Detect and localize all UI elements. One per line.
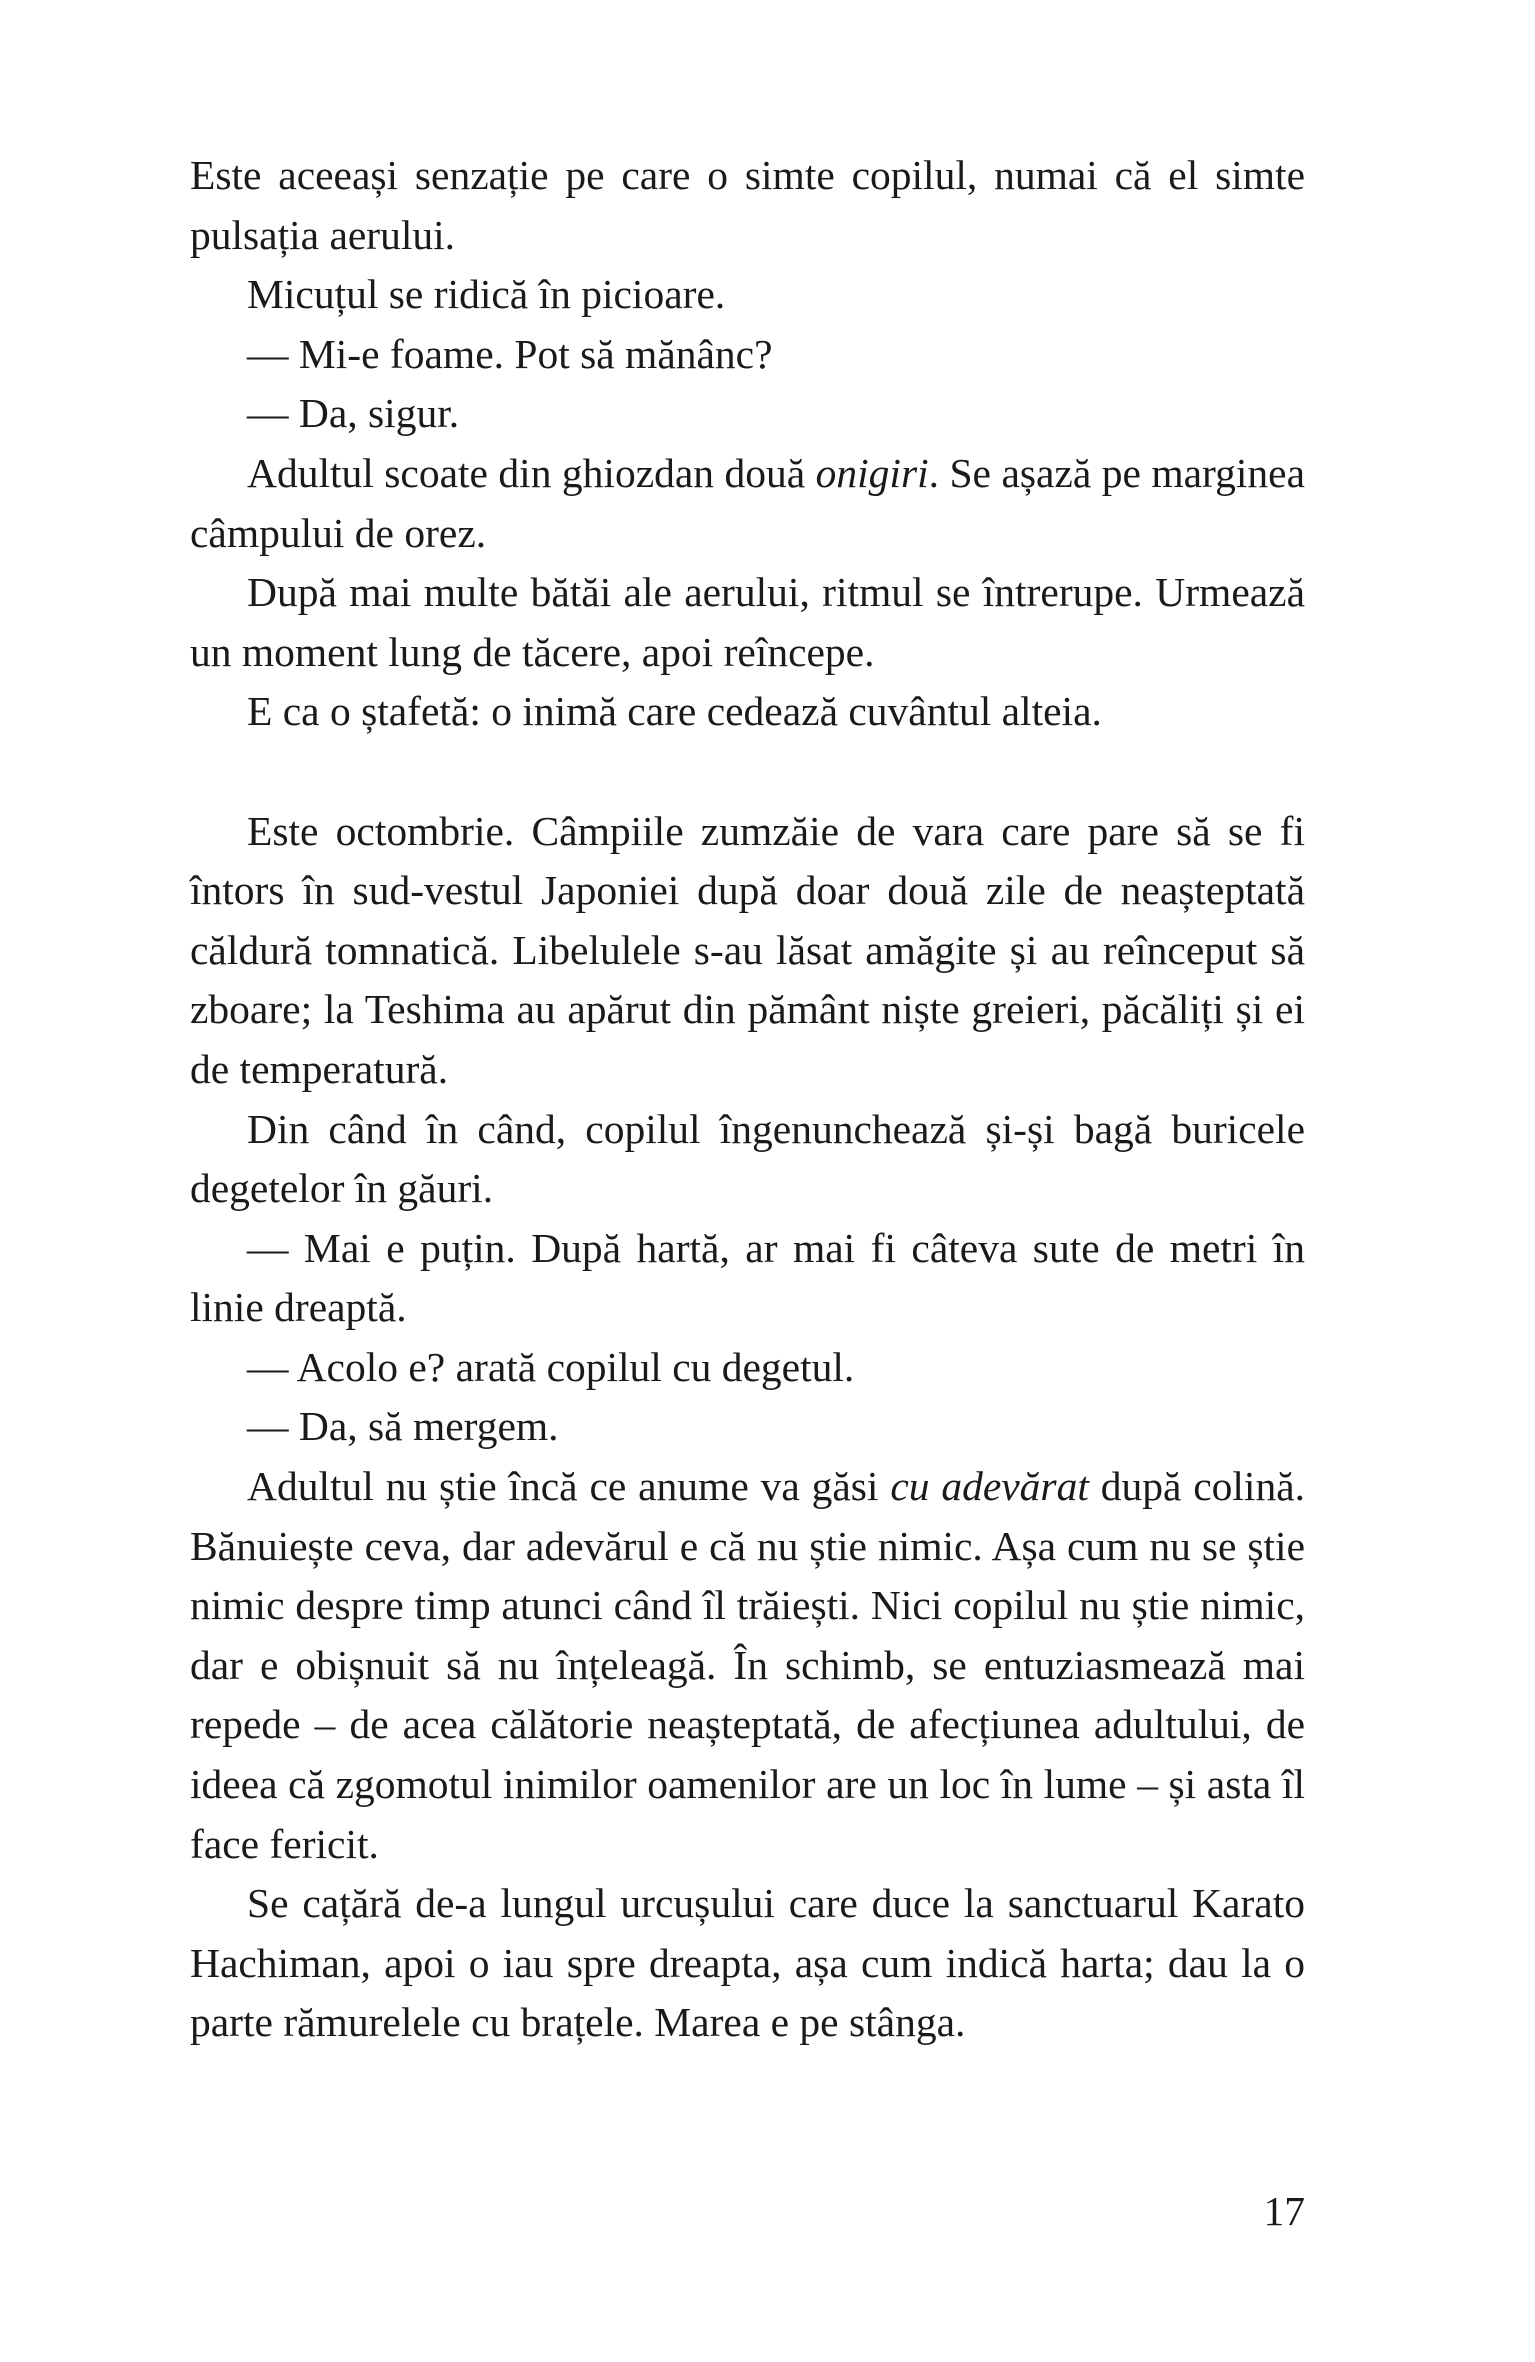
paragraph: E ca o ștafetă: o inimă care cedează cuvântul alteia. — [247, 688, 1102, 735]
paragraph: Micuțul se ridică în picioare. — [247, 271, 726, 318]
text-run: Adultul scoate din ghiozdan două — [247, 449, 816, 496]
body-text — [190, 146, 1305, 2053]
text-run: Adultul nu știe încă ce anume va găsi — [247, 1463, 891, 1510]
paragraph: După mai multe bătăi ale aerului, ritmul se întrerupe. Urmează un moment lung de tăcere, apoi reîncepe. — [190, 569, 1305, 675]
dialogue-line: — Da, să mergem. — [247, 1403, 559, 1450]
page-number: 17 — [1263, 2188, 1305, 2234]
dialogue-line: — Da, sigur. — [247, 390, 460, 437]
paragraph: Este aceeași senzație pe care o simte copilul, numai că el simte pulsația aerului. — [190, 152, 1305, 258]
paragraph — [190, 444, 1305, 563]
text-run: . Se așază pe marginea câmpului de orez. — [190, 449, 1306, 556]
dialogue-line: — Mai e puțin. După hartă, ar mai fi câteva sute de metri în linie dreaptă. — [190, 1224, 1305, 1331]
dialogue-line: — Mi-e foame. Pot să mănânc? — [247, 330, 773, 377]
dialogue-line: — Acolo e? arată copilul cu degetul. — [247, 1343, 855, 1390]
section-break — [190, 742, 1305, 802]
paragraph: Se cațără de-a lungul urcușului care duce la sanctuarul Karato Hachiman, apoi o iau spre dreapta, așa cum indică harta; dau la o parte rămurelele cu brațele. Marea e pe stânga. — [190, 1880, 1305, 2046]
paragraph — [190, 1457, 1305, 1874]
italic-phrase: cu adevărat — [890, 1463, 1089, 1510]
text-run: după colină. Bănuiește ceva, dar adevărul e că nu știe nimic. Așa cum nu se știe nimic despre timp atunci când îl trăiești. Nici copilul nu știe nimic, dar e obișnuit să nu înțeleagă. În schimb, se entuziasmează mai repede – de acea călătorie neașteptată, de afecțiunea adultului, de ideea că zgomotul inimilor oamenilor are un loc în lume – și asta îl face fericit. — [190, 1463, 1305, 1867]
paragraph: Din când în când, copilul îngenunchează și-și bagă buricele degetelor în găuri. — [190, 1105, 1305, 1212]
paragraph: Este octombrie. Câmpiile zumzăie de vara care pare să se fi întors în sud-vestul Japoniei după doar două zile de neașteptată căldură tomnatică. Libelulele s-au lăsat amăgite și au reînceput să zboare; la Teshima au apărut din pământ niște greieri, păcăliți și ei de temperatură. — [190, 807, 1305, 1092]
italic-term: onigiri — [815, 449, 929, 496]
